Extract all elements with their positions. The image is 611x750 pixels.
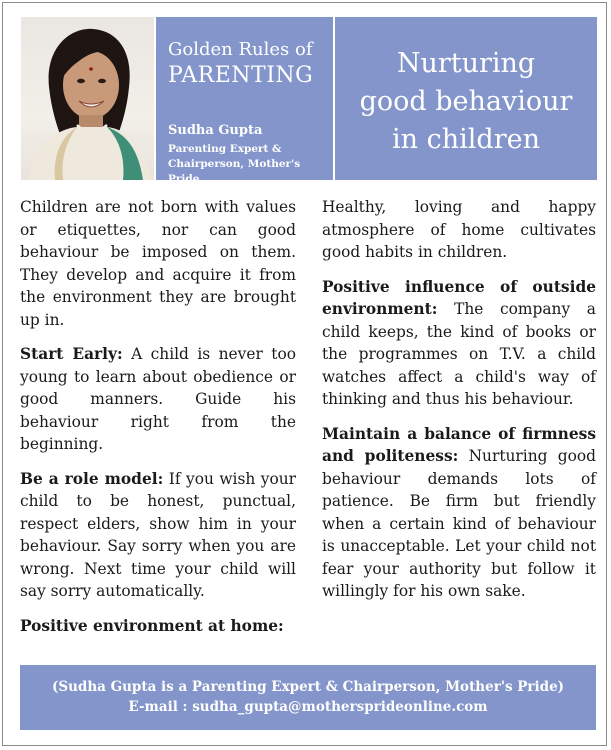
tip-text: A child is never too young to learn about obedience or good manners. Guide his behaviour right from the beginning. <box>20 345 296 453</box>
author-role-line1: Parenting Expert & <box>168 143 282 155</box>
intro-paragraph: Children are not born with values or etiquettes, nor can good behaviour be imposed on them. They develop and acquire it from the environment they are brought up in. <box>20 198 296 329</box>
article-title <box>335 45 597 159</box>
series-masthead <box>156 17 333 185</box>
tip-text: If you wish your child to be honest, punctual, respect elders, show him in your behaviour. Say sorry when you are wrong. Next time your child will say sorry automatically. <box>20 469 297 600</box>
tip-text: Nurturing good behaviour demands lots of patience. Be firm but friendly when a certain kind of behaviour is unacceptable. Let your child not fear your authority but follow it willingly for his own sake. <box>322 447 596 600</box>
series-title-line2: PARENTING <box>168 63 314 88</box>
tip-positive-home-text: Healthy, loving and happy atmosphere of home cultivates good habits in children. <box>322 198 596 261</box>
author-role-line2: Chairperson, Mother's Pride <box>168 158 301 185</box>
author-name: Sudha Gupta <box>168 123 263 138</box>
tip-heading: Maintain a balance of firmness and politeness: <box>322 424 596 465</box>
tip-positive-home <box>20 615 296 638</box>
left-column <box>20 196 296 649</box>
tip-firmness-balance <box>322 423 596 603</box>
topic-box <box>335 17 597 180</box>
author-photo <box>21 17 154 180</box>
footer-credit: (Sudha Gupta is a Parenting Expert & Chairperson, Mother's Pride) <box>51 679 565 695</box>
article-title-line2: good behaviour <box>359 86 573 117</box>
series-title-line1: Golden Rules of <box>168 39 313 60</box>
right-column <box>322 196 596 615</box>
tip-start-early <box>20 343 296 456</box>
tip-heading: Positive environment at home: <box>20 616 284 635</box>
article-header <box>3 3 606 184</box>
tip-heading: Positive influence of outside environment: <box>322 277 596 318</box>
tip-heading: Start Early: <box>20 345 123 363</box>
tip-text: The company a child keeps, the kind of books or the programmes on T.V. a child watches affect a child's way of thinking and thus his behaviour. <box>322 300 596 408</box>
author-role <box>168 142 333 187</box>
article-title-line3: in children <box>392 124 540 155</box>
author-portrait-image <box>21 17 154 180</box>
tip-outside-influence <box>322 276 596 411</box>
footer-email[interactable]: E-mail : sudha_gupta@mothersprideonline.com <box>128 699 488 715</box>
author-footer <box>20 665 596 730</box>
tip-role-model <box>20 468 296 603</box>
tip-heading: Be a role model: <box>20 469 164 488</box>
article-frame <box>2 2 607 746</box>
article-title-line1: Nurturing <box>396 48 536 79</box>
